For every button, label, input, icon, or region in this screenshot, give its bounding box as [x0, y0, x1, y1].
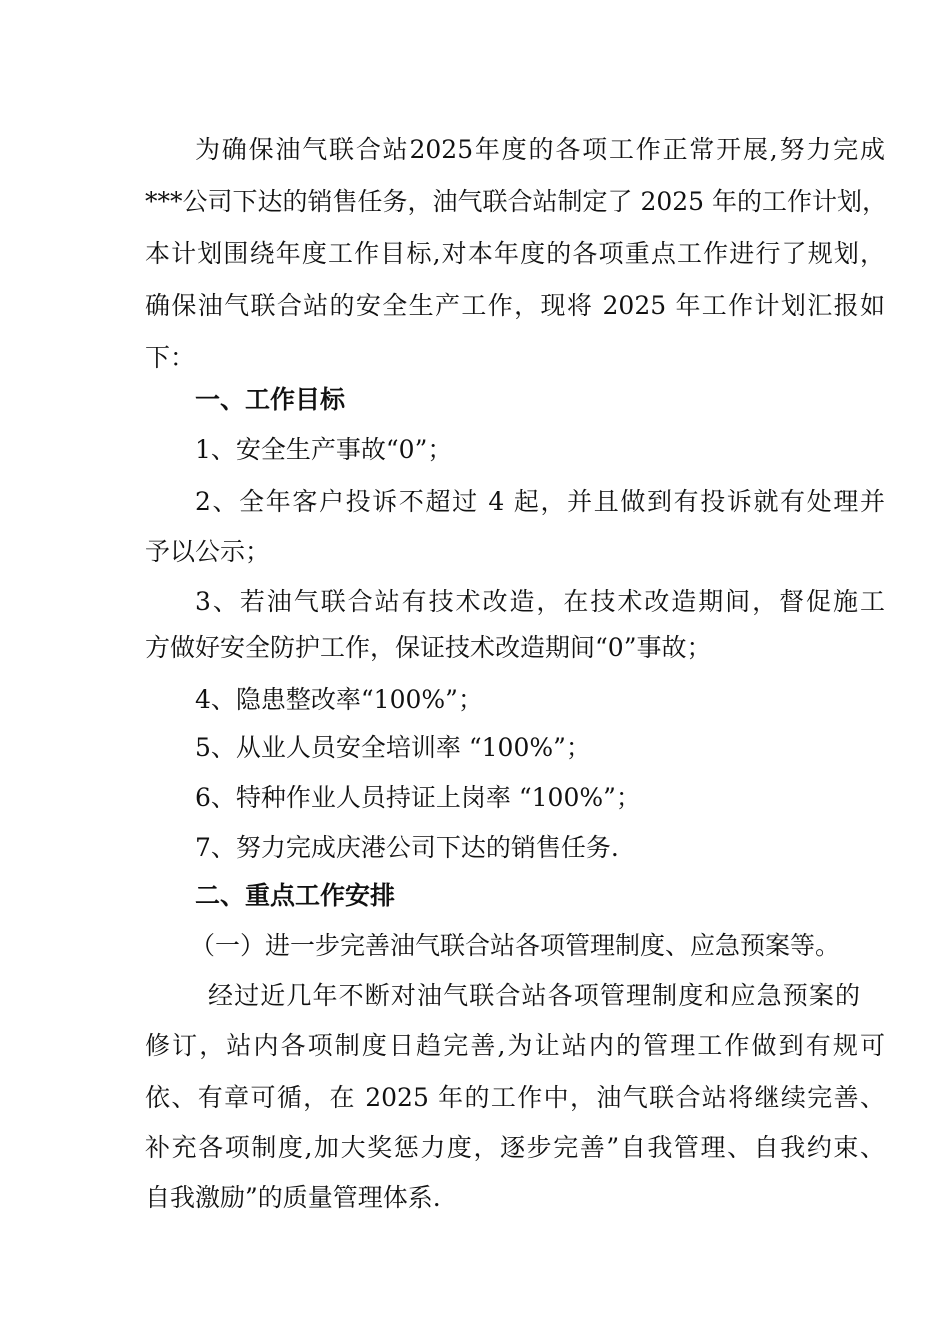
paragraph-line-2: 修订，站内各项制度日趋完善,为让站内的管理工作做到有规可 [145, 1031, 885, 1060]
section2-heading: 二、重点工作安排 [195, 881, 396, 910]
goal-item-1: 1、安全生产事故“0”； [195, 435, 453, 464]
goal-item-2: 2、全年客户投诉不超过 4 起，并且做到有投诉就有处理并 [195, 487, 885, 516]
goal-item-5: 5、从业人员安全培训率 “100%”； [195, 733, 591, 762]
goal-item-3-cont: 方做好安全防护工作，保证技术改造期间“0”事故； [145, 633, 712, 662]
paragraph-line-1: 经过近几年不断对油气联合站各项管理制度和应急预案的 [208, 981, 860, 1010]
paragraph-line-4: 补充各项制度,加大奖惩力度，逐步完善”自我管理、自我约束、 [145, 1133, 885, 1162]
section1-heading: 一、工作目标 [195, 385, 346, 414]
goal-item-6: 6、特种作业人员持证上岗率 “100%”； [195, 783, 641, 812]
goal-item-4: 4、隐患整改率“100%”； [195, 685, 483, 714]
goal-item-3: 3、若油气联合站有技术改造，在技术改造期间，督促施工 [195, 587, 885, 616]
section2-sub1: （一）进一步完善油气联合站各项管理制度、应急预案等。 [190, 931, 841, 960]
goal-item-2-cont: 予以公示； [145, 537, 271, 566]
paragraph-line-3: 依、有章可循，在 2025 年的工作中，油气联合站将继续完善、 [145, 1083, 885, 1112]
intro-line-5: 下： [145, 343, 196, 372]
intro-line-1: 为确保油气联合站2025年度的各项工作正常开展,努力完成 [195, 135, 885, 164]
goal-item-7: 7、努力完成庆港公司下达的销售任务. [195, 833, 619, 862]
intro-line-2: ***公司下达的销售任务，油气联合站制定了 2025 年的工作计划， [145, 187, 888, 216]
intro-line-4: 确保油气联合站的安全生产工作，现将 2025 年工作计划汇报如 [145, 291, 885, 320]
intro-line-3: 本计划围绕年度工作目标,对本年度的各项重点工作进行了规划， [145, 239, 885, 268]
paragraph-line-5: 自我激励”的质量管理体系. [145, 1183, 441, 1212]
